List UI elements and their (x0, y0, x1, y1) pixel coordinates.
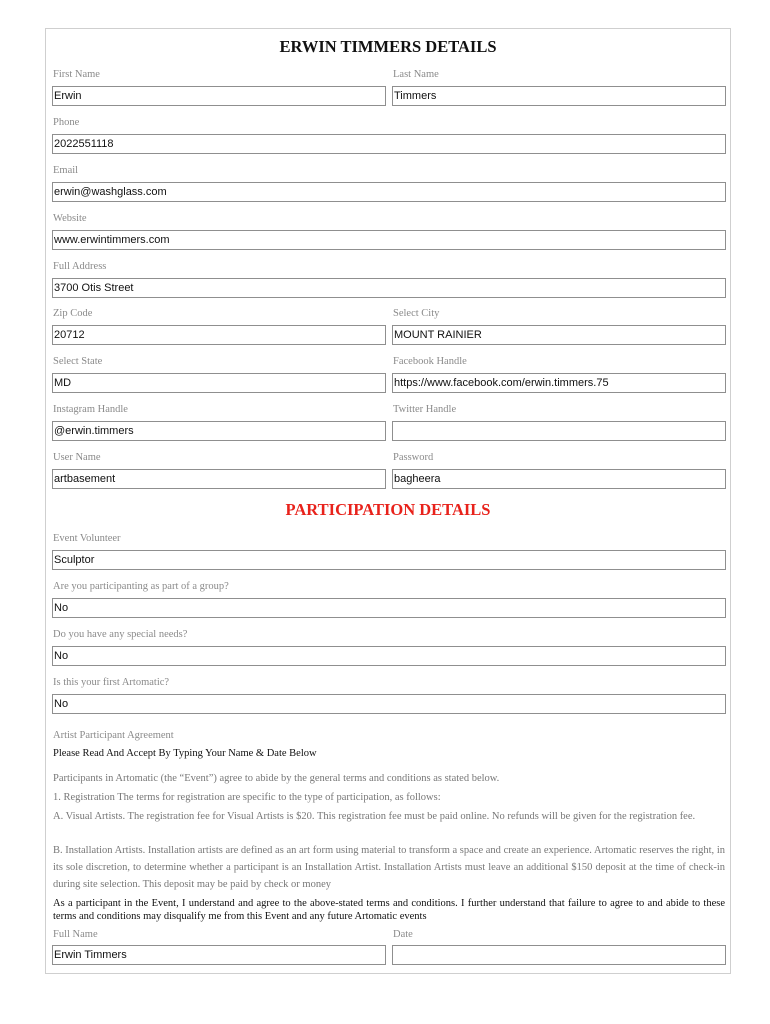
volunteer-label: Event Volunteer (53, 533, 121, 544)
password-label: Password (393, 452, 434, 463)
instagram-label: Instagram Handle (53, 404, 128, 415)
twitter-field[interactable] (392, 421, 726, 441)
date-label: Date (393, 929, 413, 940)
group-field[interactable]: No (52, 598, 726, 618)
website-label: Website (53, 213, 87, 224)
first-name-label: First Name (53, 69, 100, 80)
form-page (45, 28, 731, 974)
agreement-paragraph-registration: 1. Registration The terms for registration are specific to the type of participation, as follows: (53, 792, 441, 803)
facebook-label: Facebook Handle (393, 356, 467, 367)
website-field[interactable]: www.erwintimmers.com (52, 230, 726, 250)
password-field[interactable]: bagheera (392, 469, 726, 489)
address-field[interactable]: 3700 Otis Street (52, 278, 726, 298)
date-field[interactable] (392, 945, 726, 965)
twitter-label: Twitter Handle (393, 404, 457, 415)
phone-label: Phone (53, 117, 80, 128)
zip-field[interactable]: 20712 (52, 325, 386, 345)
full-name-field[interactable]: Erwin Timmers (52, 945, 386, 965)
volunteer-field[interactable]: Sculptor (52, 550, 726, 570)
special-needs-field[interactable]: No (52, 646, 726, 666)
city-label: Select City (393, 308, 440, 319)
page-title: ERWIN TIMMERS DETAILS (279, 37, 497, 56)
agreement-paragraph-visual-artists: A. Visual Artists. The registration fee for Visual Artists is $20. This registration fee must be paid online. No refunds will be given for the registration fee. (53, 811, 696, 822)
participation-title: PARTICIPATION DETAILS (285, 500, 491, 519)
agreement-acceptance-text: As a participant in the Event, I understand and agree to the above-stated terms and conditions. I further understand that failure to agree to and abide to these terms and conditions may disqualify me from this Event and any future Artomatic events (53, 898, 725, 922)
zip-label: Zip Code (53, 308, 93, 319)
facebook-field[interactable]: https://www.facebook.com/erwin.timmers.75 (392, 373, 726, 393)
first-name-field[interactable]: Erwin (52, 86, 386, 106)
username-label: User Name (53, 452, 101, 463)
state-label: Select State (53, 356, 103, 367)
instagram-field[interactable]: @erwin.timmers (52, 421, 386, 441)
full-name-label: Full Name (53, 929, 98, 940)
state-field[interactable]: MD (52, 373, 386, 393)
first-artomatic-label: Is this your first Artomatic? (53, 677, 170, 688)
agreement-label: Artist Participant Agreement (53, 730, 174, 741)
city-field[interactable]: MOUNT RAINIER (392, 325, 726, 345)
phone-field[interactable]: 2022551118 (52, 134, 726, 154)
last-name-label: Last Name (393, 69, 439, 80)
address-label: Full Address (53, 261, 107, 272)
agreement-paragraph-installation-artists: B. Installation Artists. Installation artists are defined as an art form using material to transform a space and create an experience. Artomatic reserves the right, in its sole discretion, to determine whether a participant is an Installation Artist. Installation Artists must leave an additional $150 deposit at the time of check-in during site selection. This deposit may be paid by check or money (53, 845, 725, 890)
email-field[interactable]: erwin@washglass.com (52, 182, 726, 202)
agreement-instruction: Please Read And Accept By Typing Your Name & Date Below (53, 748, 317, 759)
username-field[interactable]: artbasement (52, 469, 386, 489)
agreement-paragraph-intro: Participants in Artomatic (the “Event”) agree to abide by the general terms and conditions as stated below. (53, 773, 500, 784)
first-artomatic-field[interactable]: No (52, 694, 726, 714)
group-label: Are you participanting as part of a group? (53, 581, 229, 592)
last-name-field[interactable]: Timmers (392, 86, 726, 106)
email-label: Email (53, 165, 79, 176)
special-needs-label: Do you have any special needs? (53, 629, 188, 640)
